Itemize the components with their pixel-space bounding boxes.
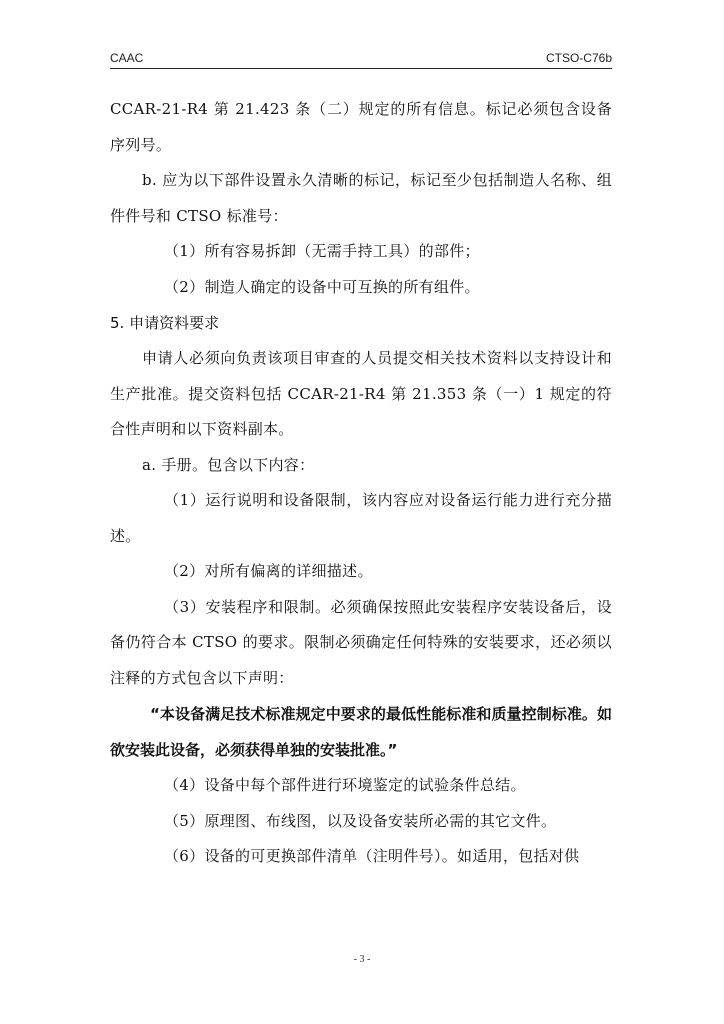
paragraph-item-a2: （2）对所有偏离的详细描述。	[164, 562, 373, 580]
section-heading-5: 5. 申请资料要求	[110, 314, 220, 332]
paragraph-marking-info: CCAR-21-R4 第 21.423 条（二）规定的所有信息。标记必须包含设备序列号。	[110, 100, 612, 154]
quoted-statement: “本设备满足技术标准规定中要求的最低性能标准和质量控制标准。如欲安装此设备，必须获得单独的安装批准。”	[110, 705, 612, 759]
paragraph-item-a6: （6）设备的可更换部件清单（注明件号）。如适用，包括对供	[164, 847, 580, 865]
header-doc-id: CTSO-C76b	[545, 51, 612, 65]
paragraph-item-a: a. 手册。包含以下内容：	[142, 455, 315, 474]
paragraph-item-a1: （1）运行说明和设备限制，该内容应对设备运行能力进行充分描述。	[110, 491, 612, 545]
paragraph-item-b2: （2）制造人确定的设备中可互换的所有组件。	[164, 277, 480, 296]
header-org: CAAC	[110, 51, 144, 65]
page-body	[110, 92, 612, 875]
paragraph-item-b1: （1）所有容易拆卸（无需手持工具）的部件；	[164, 242, 480, 260]
paragraph-item-a3: （3）安装程序和限制。必须确保按照此安装程序安装设备后，设备仍符合本 CTSO 的要求。限制必须确定任何特殊的安装要求，还必须以注释的方式包含以下声明：	[110, 597, 612, 687]
paragraph-item-b: b. 应为以下部件设置永久清晰的标记，标记至少包括制造人名称、组件件号和 CTSO 标准号：	[110, 171, 612, 225]
page-number: - 3 -	[353, 954, 371, 965]
page-header	[110, 50, 612, 69]
paragraph-item-a4: （4）设备中每个部件进行环境鉴定的试验条件总结。	[164, 776, 526, 794]
paragraph-application-data: 申请人必须向负责该项目审查的人员提交相关技术资料以支持设计和生产批准。提交资料包括 CCAR-21-R4 第 21.353 条（一）1 规定的符合性声明和以下资料副本。	[110, 349, 612, 438]
paragraph-item-a5: （5）原理图、布线图，以及设备安装所必需的其它文件。	[164, 811, 557, 830]
